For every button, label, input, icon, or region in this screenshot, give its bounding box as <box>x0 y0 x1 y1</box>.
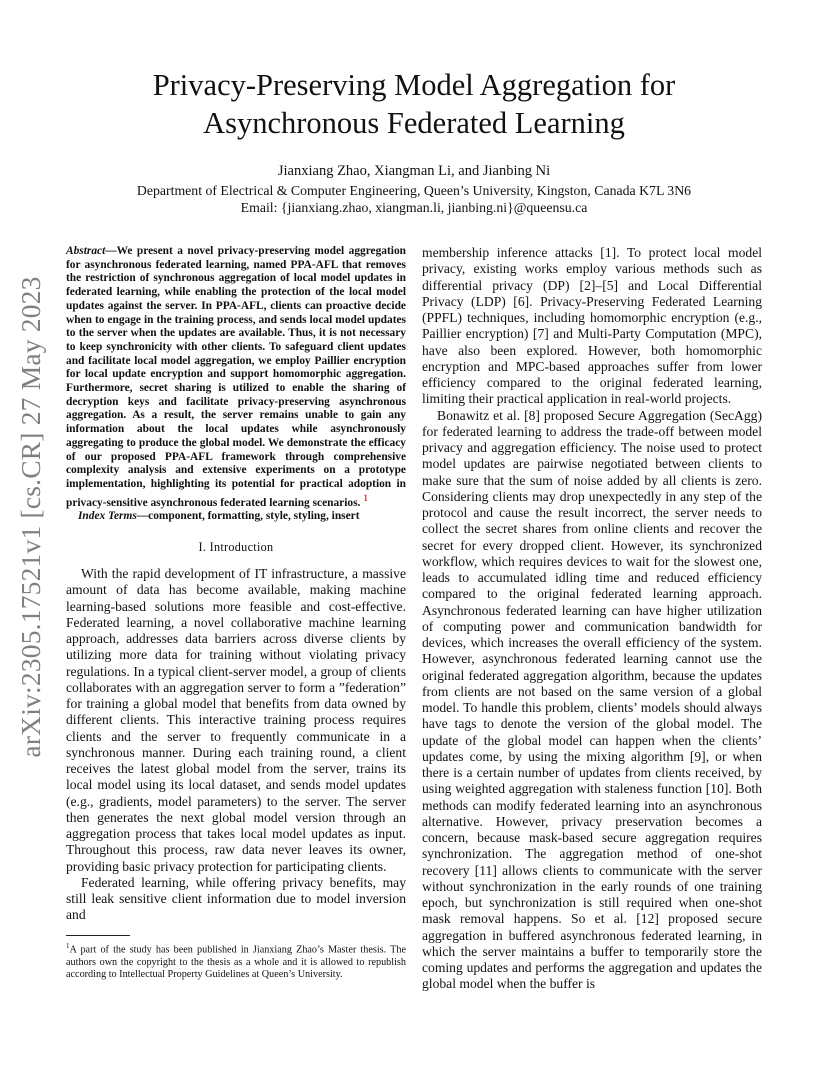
title-line-2: Asynchronous Federated Learning <box>203 106 625 140</box>
abstract-text: —We present a novel privacy-preserving model aggregation for asynchronous federated learning, named PPA-AFL that removes the restriction of synchronous aggregation of local model updates in federated learning, while enabling the protection of the local model updates against the server. In PPA-AFL, clients can proactive decide when to engage in the training process, and sends local model updates to the server when the updates are available. Thus, it is not necessary to keep synchronicity with other clients. To safeguard client updates and facilitate local model aggregation, we employ Paillier encryption for local update encryption and support homomorphic aggregation. Furthermore, secret sharing is utilized to enable the sharing of decryption keys and facilitate privacy-preserving asynchronous aggregation. As a result, the server remains unable to gain any information about the local updates while asynchronously aggregating to produce the global model. We demonstrate the efficacy of our proposed PPA-AFL framework through comprehensive complexity analysis and extensive experiments on a prototype implementation, highlighting its potential for practical adoption in privacy-sensitive asynchronous federated learning scenarios. <box>66 245 406 509</box>
footnote <box>66 935 406 981</box>
author-email: Email: {jianxiang.zhao, xiangman.li, jianbing.ni}@queensu.ca <box>240 200 588 215</box>
intro-paragraph-1: With the rapid development of IT infrastructure, a massive amount of data has become available, making machine learning-based solutions more feasible and cost-effective. Federated learning, a novel collaborative machine learning approach, addresses data barriers across diverse clients by utilizing more data for training without violating privacy regulations. In a typical client-server model, a group of clients collaborates with an aggregation server to form a ”federation” for training a global model that benefits from data owned by different clients. This interactive training process requires clients and the server to frequently communicate in a synchronous manner. During each training round, a client receives the latest global model from the server, trains its local model using its local dataset, and sends model updates (e.g., gradients, model parameters) to the server. The server then generates the next global model version through an aggregation process that takes local model updates as input. Throughout this process, raw data never leaves its owner, providing basic privacy protection for participating clients. <box>66 566 406 874</box>
arxiv-identifier: arXiv:2305.17521v1 [cs.CR] 27 May 2023 <box>15 276 46 758</box>
arxiv-sidebar <box>16 277 46 757</box>
author-affiliation: Department of Electrical & Computer Engineering, Queen’s University, Kingston, Canada K7L 3N6 <box>136 183 692 198</box>
right-paragraph-2: Bonawitz et al. [8] proposed Secure Aggregation (SecAgg) for federated learning to address the trade-off between model privacy and aggregation efficiency. The noise used to protect model updates are pairwise negotiated between clients to make sure that the sum of noise added by all clients is zero. Considering clients may drop unexpectedly in any step of the protocol and cause the result incorrect, the server needs to collect the secret shares from online clients and recover the secret for every dropped client. However, its synchronized workflow, which requires devices to wait for the slowest one, leads to accumulated idling time and reduced efficiency compared to the original federated learning approach. Asynchronous federated learning can have higher utilization of computing power and communication bandwidth for devices, which increases the overall efficiency of the system. However, asynchronous federated learning cannot use the original federated aggregation algorithm, because the updates from clients are not based on the same version of a global model. To handle this problem, clients’ models should always have tags to denote the version of the global model. The update of the global model can happen when the clients’ updates come, by using the mixing algorithm [9], or when there is a certain number of updates from clients received, by using weighted aggregation with staleness function [10]. Both methods can modify federated learning into an asynchronous alternative. However, privacy preservation becomes a concern, because mask-based secure aggregation requires synchronization. The aggregation method of one-shot recovery [11] allows clients to communicate with the server without synchronization in the early rounds of one training epoch, but synchronization is still required when one-shot mask removal happens. So et al. [12] proposed secure aggregation in buffered asynchronous federated learning, in which the server maintains a buffer to temporarily store the coming updates and performs the aggregation and updates the global model when the buffer is <box>422 407 762 992</box>
index-terms-label: Index Terms <box>78 510 137 523</box>
footnote-body <box>66 940 406 981</box>
title-line-1: Privacy-Preserving Model Aggregation for <box>152 68 676 102</box>
index-terms-text: —component, formatting, style, styling, insert <box>136 510 360 523</box>
abstract <box>66 245 406 510</box>
right-paragraph-1: membership inference attacks [1]. To protect local model privacy, existing works employ various methods such as differential privacy (DP) [2]–[5] and Local Differential Privacy (LDP) [6]. Privacy-Preserving Federated Learning (PPFL) techniques, including homomorphic encryption (e.g., Paillier encryption) [7] and Multi-Party Computation (MPC), have also been explored. However, both homomorphic encryption and MPC-based approaches suffer from lower efficiency compared to the original federated learning, limiting their practical application in real-world projects. <box>422 245 762 407</box>
author-block <box>60 163 768 216</box>
footnote-rule <box>66 935 130 936</box>
intro-paragraph-2: Federated learning, while offering privacy benefits, may still leak sensitive client information due to model inversion and <box>66 874 406 923</box>
left-column <box>66 245 406 924</box>
index-terms <box>66 510 406 524</box>
paper-title <box>80 66 748 142</box>
author-names: Jianxiang Zhao, Xiangman Li, and Jianbing Ni <box>277 163 551 179</box>
footnote-mark: 1 <box>66 942 70 950</box>
section-heading-introduction: I. Introduction <box>198 539 274 554</box>
footnote-text: A part of the study has been published in Jianxiang Zhao’s Master thesis. The authors own the copyright to the thesis as a whole and it is allowed to republish according to Intellectual Property Guidelines at Queen’s University. <box>66 944 406 980</box>
right-column <box>422 245 762 993</box>
abstract-label: Abstract <box>66 245 106 257</box>
footnote-link[interactable]: 1 <box>363 492 368 503</box>
